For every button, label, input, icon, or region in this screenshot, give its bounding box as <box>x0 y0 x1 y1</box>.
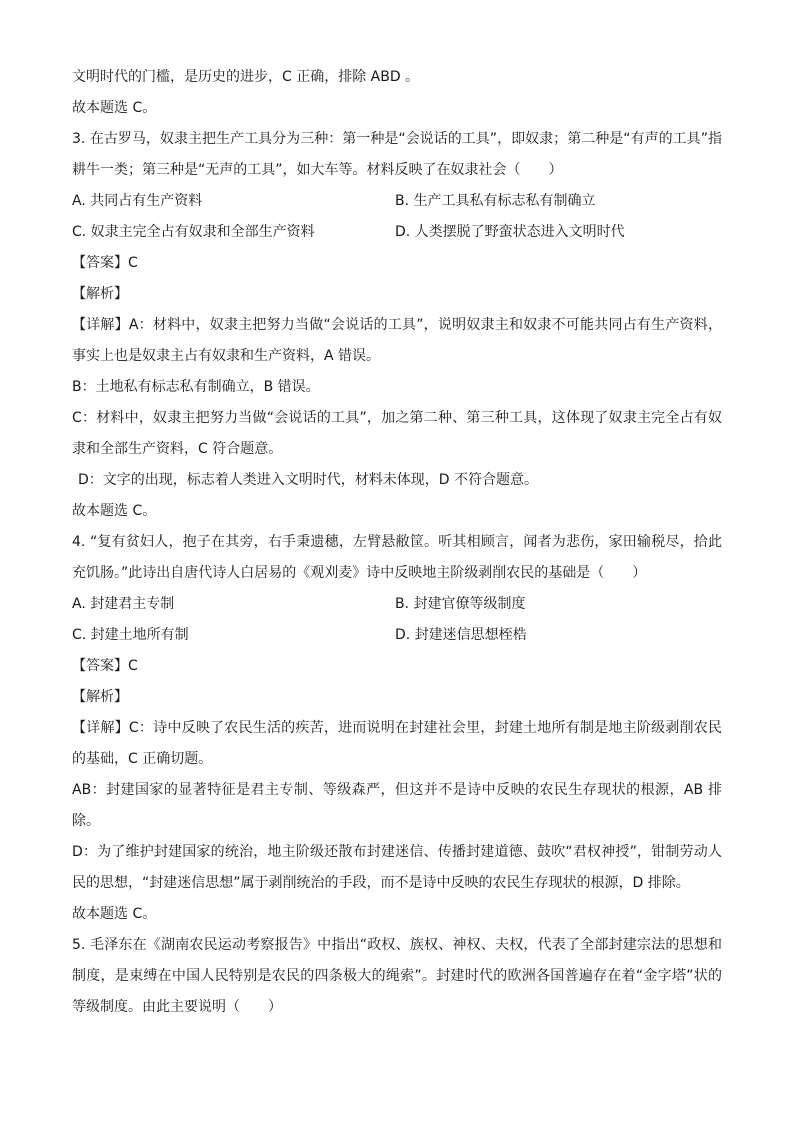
question-3-option-c: C. 奴隶主完全占有奴隶和全部生产资料 <box>72 224 315 240</box>
question-4-analysis-heading: 【解析】 <box>72 689 128 705</box>
question-4-stem: 4. “复有贫妇人，抱子在其旁，右手秉遗穗，左臂悬敝筐。听其相顾言，闻者为悲伤，家田输税尽，拾此充饥肠。”此诗出自唐代诗人白居易的《观刈麦》诗中反映地主阶级剥削农民的基础是（ ） <box>72 534 722 581</box>
question-4-conclusion: 故本题选 C。 <box>72 906 157 922</box>
question-4-options-row-1 <box>72 589 722 620</box>
text-line: 文明时代的门槛，是历史的进步，C 正确，排除 ABD 。 <box>72 69 420 85</box>
question-3-detail-c: C：材料中，奴隶主把努力当做“会说话的工具”，加之第二种、第三种工具，这体现了奴隶主完全占有奴隶和全部生产资料，C 符合题意。 <box>72 410 722 457</box>
question-3-option-b: B. 生产工具私有标志私有制确立 <box>395 193 596 209</box>
question-4-options-row-2 <box>72 620 722 651</box>
question-3-options-row-2 <box>72 217 722 248</box>
question-3-stem: 3. 在古罗马，奴隶主把生产工具分为三种：第一种是“会说话的工具”，即奴隶；第二种是“有声的工具”指耕牛一类；第三种是“无声的工具”，如大车等。材料反映了在奴隶社会（ ） <box>72 131 722 178</box>
document-body <box>72 62 722 1023</box>
question-3-analysis-heading: 【解析】 <box>72 286 128 302</box>
question-4-detail-d: D：为了维护封建国家的统治，地主阶级还散布封建迷信、传播封建道德、鼓吹“君权神授”，钳制劳动人民的思想，“封建迷信思想”属于剥削统治的手段，而不是诗中反映的农民生存现状的根源，D 排除。 <box>72 844 722 891</box>
question-3-detail-d: D：文字的出现，标志着人类进入文明时代，材料未体现，D 不符合题意。 <box>78 472 539 488</box>
question-4-option-c: C. 封建土地所有制 <box>72 627 189 643</box>
question-3-conclusion: 故本题选 C。 <box>72 503 157 519</box>
question-4-option-b: B. 封建官僚等级制度 <box>395 596 526 612</box>
question-4-detail-ab: AB：封建国家的显著特征是君主专制、等级森严，但这并不是诗中反映的农民生存现状的根源，AB 排除。 <box>72 782 722 829</box>
question-3-option-a: A. 共同占有生产资料 <box>72 193 203 209</box>
question-3-detail-b: B：土地私有标志私有制确立，B 错误。 <box>72 379 320 395</box>
conclusion-line: 故本题选 C。 <box>72 100 157 116</box>
question-3-option-d: D. 人类摆脱了野蛮状态进入文明时代 <box>395 224 625 240</box>
question-4-answer: 【答案】C <box>72 658 138 674</box>
question-4-option-a: A. 封建君主专制 <box>72 596 175 612</box>
question-4-detail-c: 【详解】C：诗中反映了农民生活的疾苦，进而说明在封建社会里，封建土地所有制是地主阶级剥削农民的基础，C 正确切题。 <box>72 720 722 767</box>
question-3-detail-a: 【详解】A：材料中，奴隶主把努力当做“会说话的工具”，说明奴隶主和奴隶不可能共同占有生产资料，事实上也是奴隶主占有奴隶和生产资料，A 错误。 <box>72 317 722 364</box>
question-5-stem: 5. 毛泽东在《湖南农民运动考察报告》中指出“政权、族权、神权、夫权，代表了全部封建宗法的思想和制度，是束缚在中国人民特别是农民的四条极大的绳索”。封建时代的欧洲各国普遍存在着“金字塔”状的等级制度。由此主要说明（ ） <box>72 937 722 1015</box>
question-4-option-d: D. 封建迷信思想桎梏 <box>395 627 527 643</box>
question-3-options-row-1 <box>72 186 722 217</box>
question-3-answer: 【答案】C <box>72 255 138 271</box>
